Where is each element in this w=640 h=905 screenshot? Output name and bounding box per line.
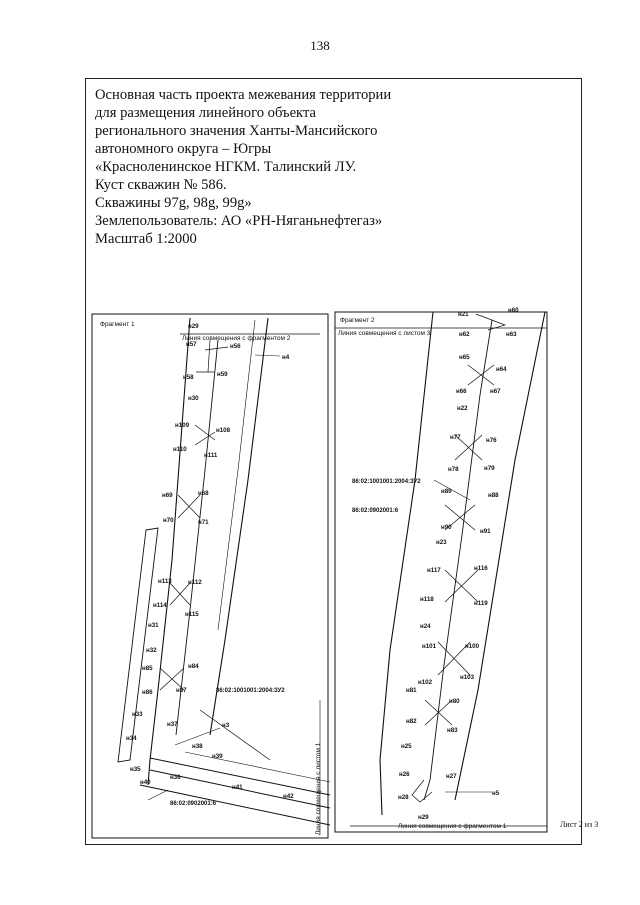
point-label: н113 bbox=[158, 578, 172, 585]
point-label: н71 bbox=[198, 519, 209, 526]
left-strip bbox=[118, 528, 158, 762]
point-label: н56 bbox=[230, 343, 241, 350]
title-line: «Красноленинское НГКМ. Талинский ЛУ. bbox=[95, 159, 357, 175]
corridor-boundary-left bbox=[148, 318, 190, 785]
point-label: н86 bbox=[142, 689, 153, 696]
title-line: Масштаб 1:2000 bbox=[95, 231, 197, 247]
point-label: н119 bbox=[474, 600, 488, 607]
fragment-2 bbox=[335, 312, 547, 832]
title-line: для размещения линейного объекта bbox=[95, 105, 316, 121]
point-label: н118 bbox=[420, 596, 434, 603]
cadastral-number-6: 86:02:0902001:6 bbox=[170, 801, 217, 807]
fragment-2-top-line-label: Линия совмещения с листом 3 bbox=[338, 330, 431, 337]
point-label: н77 bbox=[450, 434, 461, 441]
point-label: н111 bbox=[204, 452, 218, 459]
point-label: н70 bbox=[163, 517, 174, 524]
point-label: н88 bbox=[488, 492, 499, 499]
point-label: н110 bbox=[173, 446, 187, 453]
point-label: н89 bbox=[441, 488, 452, 495]
point-label: н29 bbox=[188, 323, 199, 330]
point-label: н41 bbox=[232, 784, 243, 791]
point-label: н37 bbox=[167, 721, 178, 728]
title-line: Скважины 97g, 98g, 99g» bbox=[95, 195, 252, 211]
point-label: н59 bbox=[217, 371, 228, 378]
point-label: н66 bbox=[456, 388, 467, 395]
point-label: н69 bbox=[162, 492, 173, 499]
point-label: н101 bbox=[422, 643, 437, 650]
point-label: н117 bbox=[427, 567, 441, 574]
point-label: н31 bbox=[148, 622, 159, 629]
fragment-2-labels bbox=[338, 307, 519, 830]
point-label: н85 bbox=[142, 665, 153, 672]
road-boundary-bottom bbox=[140, 785, 330, 825]
point-label: н24 bbox=[420, 623, 431, 630]
point-label: н39 bbox=[212, 753, 223, 760]
point-label: н3 bbox=[222, 722, 230, 729]
cadastral-number-zu2: 86:02:1001001:2004:ЗУ2 bbox=[216, 688, 285, 694]
point-label: н83 bbox=[447, 727, 458, 734]
title-line: Куст скважин № 586. bbox=[95, 177, 227, 193]
point-label: н38 bbox=[192, 743, 203, 750]
point-label: н30 bbox=[188, 395, 199, 402]
fragment-1-title: Фрагмент 1 bbox=[100, 321, 135, 328]
point-label: н35 bbox=[130, 766, 141, 773]
point-label: н80 bbox=[449, 698, 460, 705]
parallel-boundary bbox=[218, 320, 255, 630]
sheet-label: Лист 2 из 3 bbox=[560, 820, 599, 829]
point-label: н42 bbox=[283, 793, 294, 800]
point-label: н63 bbox=[506, 331, 517, 338]
point-label: н114 bbox=[153, 602, 167, 609]
fragment-2-border bbox=[335, 312, 547, 832]
point-label: н100 bbox=[465, 643, 480, 650]
road-inner-line bbox=[185, 752, 330, 782]
point-label: н87 bbox=[176, 687, 187, 694]
point-label: н102 bbox=[418, 679, 433, 686]
point-label: н5 bbox=[492, 790, 500, 797]
point-label: н91 bbox=[480, 528, 491, 535]
leader-line bbox=[255, 355, 280, 356]
title-line: регионального значения Ханты-Мансийского bbox=[95, 123, 378, 139]
fragment-1 bbox=[92, 314, 330, 838]
fragment-2-bottom-line-label: Линия совмещения с фрагментом 1 bbox=[398, 823, 507, 830]
point-label: н62 bbox=[459, 331, 470, 338]
point-label: н116 bbox=[474, 565, 488, 572]
fragment-1-right-line-label: Линия совмещения с листом 1 bbox=[315, 742, 322, 835]
point-label: н65 bbox=[459, 354, 470, 361]
fragment-2-title: Фрагмент 2 bbox=[340, 317, 375, 324]
point-label: н67 bbox=[490, 388, 501, 395]
point-label: н103 bbox=[460, 674, 475, 681]
corridor-boundary-right bbox=[455, 312, 545, 800]
point-label: н79 bbox=[484, 465, 495, 472]
point-label: н36 bbox=[170, 774, 181, 781]
point-label: н81 bbox=[406, 687, 417, 694]
cadastral-number-6: 86:02:0902001:6 bbox=[352, 508, 399, 514]
point-label: н109 bbox=[175, 422, 190, 429]
corridor-boundary-left bbox=[380, 312, 433, 815]
title-line: автономного округа – Югры bbox=[95, 141, 272, 157]
point-label: н28 bbox=[398, 794, 409, 801]
point-label: н22 bbox=[457, 405, 468, 412]
point-label: н27 bbox=[446, 773, 457, 780]
point-label: н115 bbox=[185, 611, 199, 618]
cross-markers bbox=[160, 340, 228, 690]
title-line: Основная часть проекта межевания территории bbox=[95, 87, 392, 103]
fragment-1-combination-line-label: Линия совмещения с фрагментом 2 bbox=[182, 335, 291, 342]
point-label: н78 bbox=[448, 466, 459, 473]
point-label: н60 bbox=[508, 307, 519, 314]
point-label: н32 bbox=[146, 647, 157, 654]
point-label: н84 bbox=[188, 663, 199, 670]
fragment-1-border bbox=[92, 314, 328, 838]
point-label: н57 bbox=[186, 341, 197, 348]
point-label: н23 bbox=[436, 539, 447, 546]
point-label: н112 bbox=[188, 579, 202, 586]
title-line: Землепользователь: АО «РН-Няганьнефтегаз» bbox=[95, 213, 383, 229]
cadastral-number-zu2: 86:02:1001001:2004:ЗУ2 bbox=[352, 479, 421, 485]
point-label: н29 bbox=[418, 814, 429, 821]
point-label: н64 bbox=[496, 366, 507, 373]
point-label: н21 bbox=[458, 311, 469, 318]
page-number: 138 bbox=[310, 38, 330, 53]
point-label: н34 bbox=[126, 735, 137, 742]
leader-line bbox=[434, 480, 470, 500]
point-label: н25 bbox=[401, 743, 412, 750]
point-label: н68 bbox=[198, 490, 209, 497]
fragment-1-labels bbox=[100, 321, 322, 835]
point-label: н4 bbox=[282, 354, 290, 361]
point-label: н76 bbox=[486, 437, 497, 444]
leader-line bbox=[148, 790, 168, 800]
point-label: н90 bbox=[441, 524, 452, 531]
point-label: н82 bbox=[406, 718, 417, 725]
point-label: н108 bbox=[216, 427, 231, 434]
corridor-boundary-right bbox=[210, 318, 268, 735]
point-label: н40 bbox=[140, 779, 151, 786]
point-label: н58 bbox=[183, 374, 194, 381]
point-label: н26 bbox=[399, 771, 410, 778]
point-label: н33 bbox=[132, 711, 143, 718]
